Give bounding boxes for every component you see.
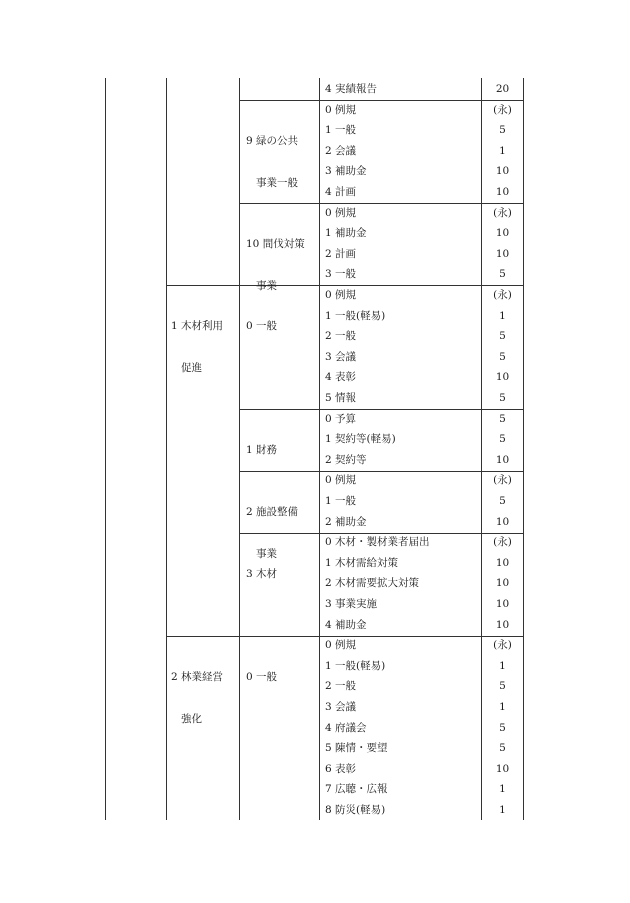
retention-years: 1 — [499, 659, 506, 672]
column-divider-2 — [239, 78, 240, 820]
middle-group-timber — [246, 539, 277, 595]
item-label: 1 補助金 — [325, 227, 367, 240]
table-border-left — [105, 78, 106, 820]
item-label: 3 会議 — [325, 350, 357, 363]
retention-years: 1 — [499, 804, 506, 816]
item-label: 4 補助金 — [325, 618, 367, 631]
item-label: 4 府議会 — [325, 721, 367, 734]
middle-group-line2: 事業 — [256, 548, 277, 560]
retention-years: 20 — [495, 83, 510, 95]
retention-years: 10 — [495, 227, 510, 240]
column-divider-1 — [166, 78, 167, 820]
retention-years: 10 — [495, 762, 510, 775]
retention-years: (永) — [493, 474, 512, 487]
item-label: 0 例規 — [325, 289, 357, 301]
retention-years: 10 — [495, 371, 510, 384]
retention-years: 5 — [499, 268, 506, 281]
retention-years: 10 — [495, 186, 510, 198]
retention-years: 5 — [499, 721, 506, 734]
middle-group-line1: 2 施設整備 — [246, 506, 299, 518]
item-label: 0 例規 — [325, 474, 357, 487]
item-label: 0 例規 — [325, 103, 357, 116]
item-label: 1 木材需給対策 — [325, 556, 399, 569]
item-label: 4 実績報告 — [325, 83, 378, 95]
retention-years: 1 — [499, 144, 506, 157]
retention-years: 1 — [499, 309, 506, 322]
major-group-1-line1: 1 木材利用 — [171, 320, 224, 332]
middle-group-general-2 — [246, 642, 277, 698]
retention-years: 10 — [495, 577, 510, 590]
item-label: 2 会議 — [325, 144, 357, 157]
major-group-1 — [171, 291, 223, 389]
item-label: 1 一般 — [325, 495, 357, 507]
retention-years: 5 — [499, 433, 506, 446]
retention-years: 5 — [499, 330, 506, 343]
retention-years: 10 — [495, 165, 510, 178]
retention-years: 5 — [499, 680, 506, 693]
retention-years: 5 — [499, 124, 506, 137]
retention-years: 10 — [495, 515, 510, 528]
middle-group-general — [246, 291, 277, 347]
middle-group-line1: 9 緑の公共 — [246, 135, 299, 147]
item-label: 1 一般(軽易) — [325, 659, 386, 672]
item-label: 1 一般(軽易) — [325, 309, 386, 322]
item-label: 0 木材・製材業者届出 — [325, 536, 430, 549]
item-label: 2 補助金 — [325, 515, 367, 528]
retention-years: (永) — [493, 206, 512, 219]
item-label: 3 会議 — [325, 701, 357, 713]
retention-years: (永) — [493, 639, 512, 652]
column-divider-3 — [319, 78, 320, 820]
item-label: 2 木材需要拡大対策 — [325, 577, 420, 590]
middle-group-line1: 1 財務 — [246, 444, 278, 456]
retention-years: (永) — [493, 103, 512, 116]
retention-years: 10 — [495, 453, 510, 466]
middle-group-finance — [246, 415, 277, 471]
item-label: 5 情報 — [325, 392, 357, 404]
major-group-2-line2: 強化 — [181, 713, 202, 725]
retention-years: 5 — [499, 495, 506, 507]
table-border-right — [523, 78, 524, 820]
item-label: 3 補助金 — [325, 165, 367, 178]
item-label: 1 契約等(軽易) — [325, 433, 396, 446]
retention-years: 5 — [499, 742, 506, 755]
item-label: 2 一般 — [325, 680, 357, 693]
item-label: 3 事業実施 — [325, 598, 378, 610]
item-label: 5 陳情・要望 — [325, 742, 388, 755]
retention-years: 10 — [495, 556, 510, 569]
middle-group-line1: 0 一般 — [246, 320, 278, 332]
middle-group-line1: 10 間伐対策 — [246, 238, 305, 250]
item-label: 1 一般 — [325, 124, 357, 137]
retention-years: 5 — [499, 412, 506, 425]
retention-years: 5 — [499, 392, 506, 404]
item-label: 2 計画 — [325, 247, 357, 260]
item-label: 8 防災(軽易) — [325, 804, 386, 816]
retention-years: 1 — [499, 701, 506, 713]
item-label: 0 例規 — [325, 206, 357, 219]
middle-group-9 — [246, 106, 298, 204]
retention-years: (永) — [493, 289, 512, 301]
retention-years: (永) — [493, 536, 512, 549]
major-group-2-line1: 2 林業経営 — [171, 671, 224, 683]
item-label: 4 計画 — [325, 186, 357, 198]
retention-years: 1 — [499, 783, 506, 796]
item-label: 0 予算 — [325, 412, 357, 425]
retention-years: 10 — [495, 598, 510, 610]
item-label: 3 一般 — [325, 268, 357, 281]
item-label: 4 表彰 — [325, 371, 357, 384]
middle-group-line1: 3 木材 — [246, 568, 278, 580]
item-label: 2 一般 — [325, 330, 357, 343]
item-label: 6 表彰 — [325, 762, 357, 775]
retention-years: 5 — [499, 350, 506, 363]
retention-years: 10 — [495, 618, 510, 631]
major-group-1-line2: 促進 — [181, 362, 202, 374]
item-label: 0 例規 — [325, 639, 357, 652]
middle-group-line1: 0 一般 — [246, 671, 278, 683]
item-label: 7 広聴・広報 — [325, 783, 388, 796]
middle-group-line2: 事業 — [256, 280, 277, 292]
item-label: 2 契約等 — [325, 453, 367, 466]
major-group-2 — [171, 642, 223, 740]
retention-years: 10 — [495, 247, 510, 260]
middle-group-line2: 事業一般 — [256, 177, 298, 189]
